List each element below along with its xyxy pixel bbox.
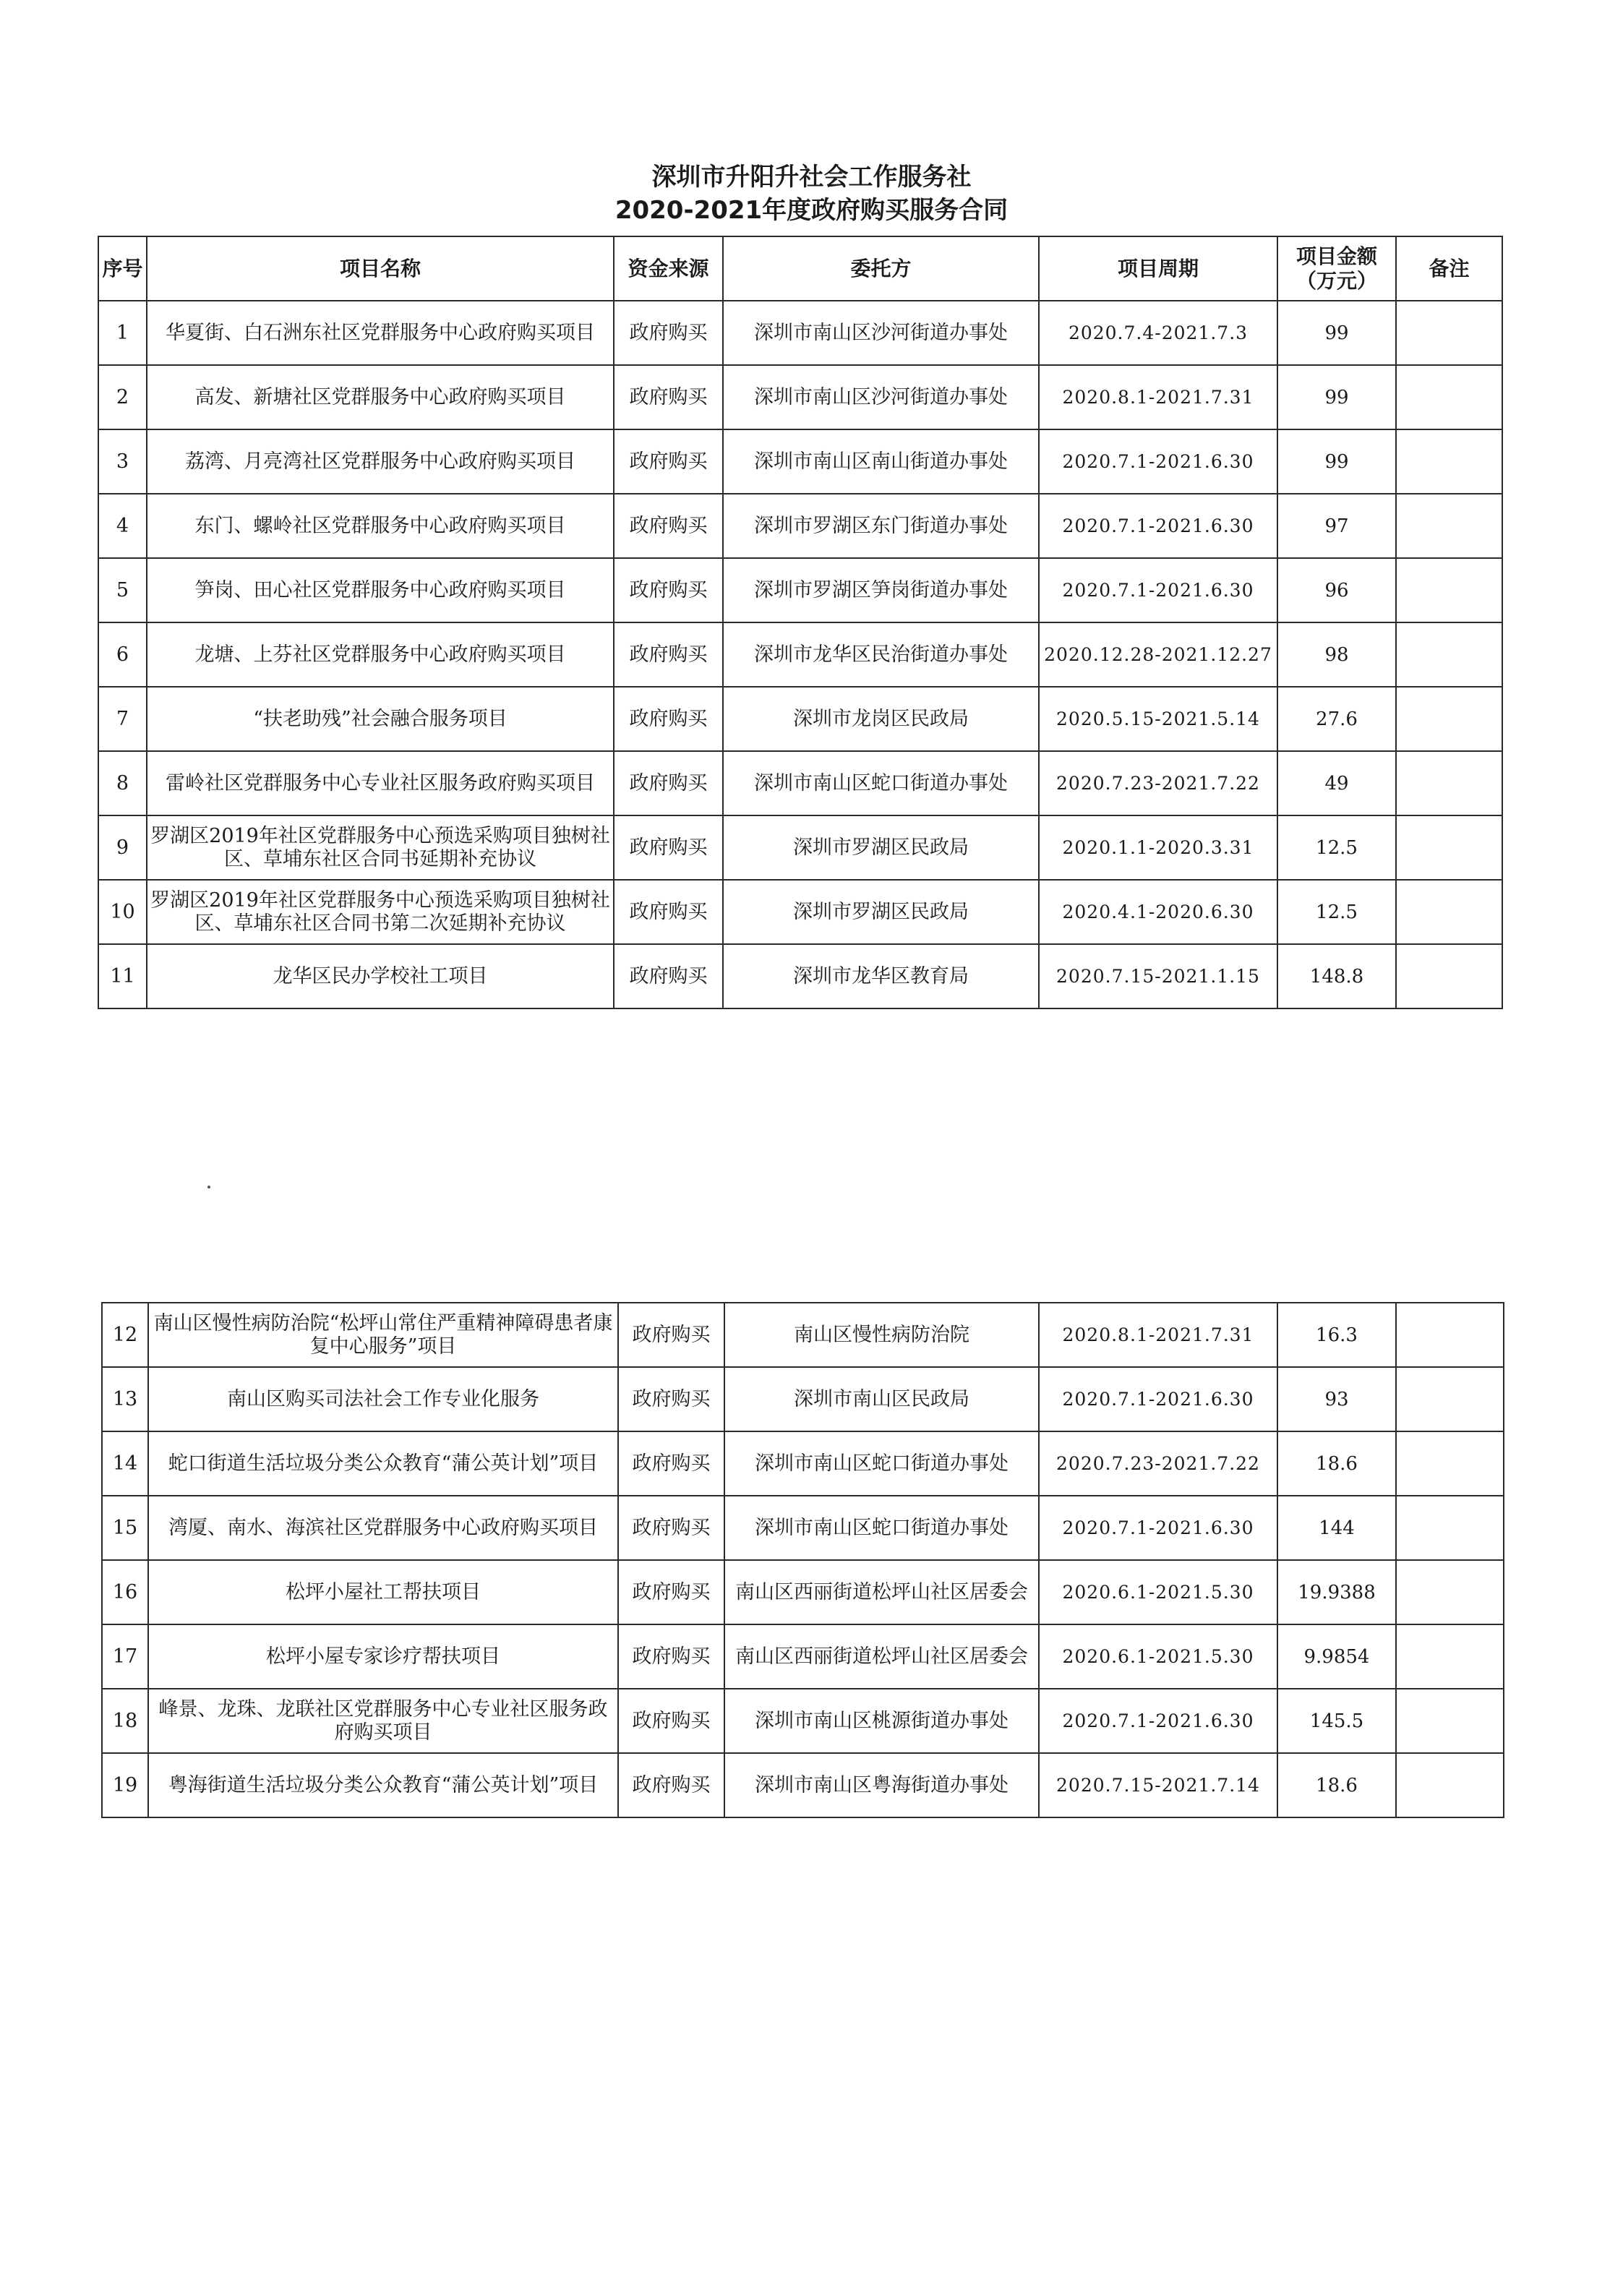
cell-no: 2 [98,365,147,429]
column-header-source: 资金来源 [614,236,723,301]
cell-fund-source: 政府购买 [618,1689,724,1753]
cell-remark [1396,365,1502,429]
column-header-period: 项目周期 [1039,236,1277,301]
cell-remark [1396,687,1502,751]
cell-project-name: 雷岭社区党群服务中心专业社区服务政府购买项目 [147,751,614,815]
cell-fund-source: 政府购买 [614,494,723,558]
cell-client: 深圳市龙岗区民政局 [723,687,1039,751]
cell-fund-source: 政府购买 [618,1367,724,1431]
table-row [98,687,1502,751]
cell-no: 16 [102,1560,148,1624]
cell-fund-source: 政府购买 [614,880,723,944]
cell-client: 深圳市南山区民政局 [724,1367,1039,1431]
cell-client: 深圳市龙华区民治街道办事处 [723,622,1039,687]
cell-fund-source: 政府购买 [614,558,723,622]
cell-period: 2020.7.23-2021.7.22 [1039,1431,1277,1496]
cell-remark [1396,1367,1504,1431]
cell-client: 南山区慢性病防治院 [724,1303,1039,1367]
cell-remark [1396,944,1502,1008]
cell-fund-source: 政府购买 [614,365,723,429]
table-row [102,1303,1504,1367]
cell-fund-source: 政府购买 [614,944,723,1008]
table-row [102,1753,1504,1817]
cell-client: 深圳市龙华区教育局 [723,944,1039,1008]
table-row [98,944,1502,1008]
cell-no: 12 [102,1303,148,1367]
cell-period: 2020.7.15-2021.7.14 [1039,1753,1277,1817]
cell-client: 深圳市罗湖区笋岗街道办事处 [723,558,1039,622]
cell-project-name: 粤海街道生活垃圾分类公众教育“蒲公英计划”项目 [148,1753,618,1817]
table-row [102,1431,1504,1496]
cell-remark [1396,1560,1504,1624]
cell-amount: 27.6 [1277,687,1396,751]
cell-project-name: “扶老助残”社会融合服务项目 [147,687,614,751]
document-subtitle: 2020-2021年度政府购买服务合同 [614,196,1009,225]
cell-project-name: 龙塘、上芬社区党群服务中心政府购买项目 [147,622,614,687]
cell-period: 2020.7.15-2021.1.15 [1039,944,1277,1008]
cell-project-name: 笋岗、田心社区党群服务中心政府购买项目 [147,558,614,622]
cell-remark [1396,1303,1504,1367]
cell-client: 深圳市南山区蛇口街道办事处 [723,751,1039,815]
cell-no: 8 [98,751,147,815]
document-title: 深圳市升阳升社会工作服务社 [651,163,972,192]
cell-remark [1396,1753,1504,1817]
cell-amount: 99 [1277,429,1396,494]
table-header-row [98,236,1502,301]
cell-period: 2020.7.1-2021.6.30 [1039,429,1277,494]
cell-period: 2020.7.4-2021.7.3 [1039,301,1277,365]
cell-period: 2020.1.1-2020.3.31 [1039,815,1277,880]
cell-project-name: 罗湖区2019年社区党群服务中心预选采购项目独树社区、草埔东社区合同书延期补充协议 [147,815,614,880]
table-row [98,880,1502,944]
contracts-table-part2 [101,1302,1504,1818]
cell-project-name: 峰景、龙珠、龙联社区党群服务中心专业社区服务政府购买项目 [148,1689,618,1753]
cell-client: 深圳市南山区沙河街道办事处 [723,301,1039,365]
cell-amount: 93 [1277,1367,1396,1431]
cell-remark [1396,494,1502,558]
cell-client: 深圳市南山区桃源街道办事处 [724,1689,1039,1753]
cell-amount: 18.6 [1277,1753,1396,1817]
cell-project-name: 南山区购买司法社会工作专业化服务 [148,1367,618,1431]
cell-fund-source: 政府购买 [618,1560,724,1624]
cell-client: 南山区西丽街道松坪山社区居委会 [724,1624,1039,1689]
table-row [98,494,1502,558]
cell-amount: 97 [1277,494,1396,558]
cell-fund-source: 政府购买 [618,1303,724,1367]
cell-no: 10 [98,880,147,944]
table-row [102,1496,1504,1560]
cell-amount: 19.9388 [1277,1560,1396,1624]
table-row [98,365,1502,429]
cell-remark [1396,1689,1504,1753]
cell-project-name: 松坪小屋社工帮扶项目 [148,1560,618,1624]
cell-client: 深圳市南山区沙河街道办事处 [723,365,1039,429]
cell-client: 南山区西丽街道松坪山社区居委会 [724,1560,1039,1624]
cell-no: 19 [102,1753,148,1817]
cell-project-name: 东门、螺岭社区党群服务中心政府购买项目 [147,494,614,558]
cell-remark [1396,1431,1504,1496]
cell-fund-source: 政府购买 [618,1431,724,1496]
column-header-remark: 备注 [1396,236,1502,301]
cell-amount: 98 [1277,622,1396,687]
table-row [98,301,1502,365]
cell-no: 3 [98,429,147,494]
cell-amount: 99 [1277,301,1396,365]
scan-speck [207,1186,210,1188]
cell-remark [1396,815,1502,880]
cell-period: 2020.5.15-2021.5.14 [1039,687,1277,751]
column-header-client: 委托方 [723,236,1039,301]
cell-remark [1396,429,1502,494]
cell-period: 2020.8.1-2021.7.31 [1039,1303,1277,1367]
cell-amount: 96 [1277,558,1396,622]
table-row [98,429,1502,494]
cell-project-name: 南山区慢性病防治院“松坪山常住严重精神障碍患者康复中心服务”项目 [148,1303,618,1367]
cell-amount: 145.5 [1277,1689,1396,1753]
cell-client: 深圳市罗湖区东门街道办事处 [723,494,1039,558]
cell-project-name: 罗湖区2019年社区党群服务中心预选采购项目独树社区、草埔东社区合同书第二次延期补充协议 [147,880,614,944]
cell-amount: 16.3 [1277,1303,1396,1367]
contracts-table-part1 [98,236,1503,1009]
cell-no: 15 [102,1496,148,1560]
cell-no: 1 [98,301,147,365]
cell-amount: 9.9854 [1277,1624,1396,1689]
cell-no: 6 [98,622,147,687]
cell-client: 深圳市南山区粤海街道办事处 [724,1753,1039,1817]
cell-project-name: 湾厦、南水、海滨社区党群服务中心政府购买项目 [148,1496,618,1560]
column-header-no: 序号 [98,236,147,301]
cell-fund-source: 政府购买 [618,1753,724,1817]
table-row [102,1367,1504,1431]
cell-no: 5 [98,558,147,622]
cell-fund-source: 政府购买 [614,429,723,494]
cell-remark [1396,558,1502,622]
cell-remark [1396,301,1502,365]
cell-period: 2020.6.1-2021.5.30 [1039,1560,1277,1624]
cell-period: 2020.6.1-2021.5.30 [1039,1624,1277,1689]
cell-fund-source: 政府购买 [614,622,723,687]
cell-no: 13 [102,1367,148,1431]
column-header-amount: 项目金额（万元） [1277,236,1396,301]
cell-project-name: 高发、新塘社区党群服务中心政府购买项目 [147,365,614,429]
cell-client: 深圳市罗湖区民政局 [723,815,1039,880]
cell-project-name: 华夏街、白石洲东社区党群服务中心政府购买项目 [147,301,614,365]
cell-period: 2020.7.1-2021.6.30 [1039,494,1277,558]
cell-client: 深圳市南山区蛇口街道办事处 [724,1431,1039,1496]
cell-amount: 148.8 [1277,944,1396,1008]
cell-project-name: 荔湾、月亮湾社区党群服务中心政府购买项目 [147,429,614,494]
cell-project-name: 龙华区民办学校社工项目 [147,944,614,1008]
cell-no: 11 [98,944,147,1008]
column-header-name: 项目名称 [147,236,614,301]
table-row [102,1624,1504,1689]
cell-remark [1396,880,1502,944]
table-row [98,558,1502,622]
cell-project-name: 松坪小屋专家诊疗帮扶项目 [148,1624,618,1689]
cell-no: 9 [98,815,147,880]
table-row [98,751,1502,815]
cell-amount: 144 [1277,1496,1396,1560]
cell-remark [1396,751,1502,815]
cell-remark [1396,622,1502,687]
table-row [98,622,1502,687]
cell-period: 2020.7.1-2021.6.30 [1039,1496,1277,1560]
cell-fund-source: 政府购买 [618,1624,724,1689]
cell-client: 深圳市南山区南山街道办事处 [723,429,1039,494]
cell-remark [1396,1624,1504,1689]
table-row [98,815,1502,880]
cell-remark [1396,1496,1504,1560]
cell-no: 18 [102,1689,148,1753]
cell-no: 17 [102,1624,148,1689]
cell-period: 2020.7.1-2021.6.30 [1039,1367,1277,1431]
cell-period: 2020.7.23-2021.7.22 [1039,751,1277,815]
cell-fund-source: 政府购买 [618,1496,724,1560]
cell-amount: 12.5 [1277,815,1396,880]
cell-no: 7 [98,687,147,751]
cell-client: 深圳市南山区蛇口街道办事处 [724,1496,1039,1560]
table-row [102,1689,1504,1753]
cell-amount: 49 [1277,751,1396,815]
cell-period: 2020.7.1-2021.6.30 [1039,1689,1277,1753]
cell-period: 2020.4.1-2020.6.30 [1039,880,1277,944]
cell-fund-source: 政府购买 [614,687,723,751]
cell-amount: 12.5 [1277,880,1396,944]
cell-amount: 99 [1277,365,1396,429]
cell-amount: 18.6 [1277,1431,1396,1496]
cell-fund-source: 政府购买 [614,815,723,880]
table-row [102,1560,1504,1624]
cell-no: 4 [98,494,147,558]
cell-period: 2020.7.1-2021.6.30 [1039,558,1277,622]
cell-no: 14 [102,1431,148,1496]
cell-project-name: 蛇口街道生活垃圾分类公众教育“蒲公英计划”项目 [148,1431,618,1496]
cell-period: 2020.8.1-2021.7.31 [1039,365,1277,429]
cell-fund-source: 政府购买 [614,751,723,815]
cell-period: 2020.12.28-2021.12.27 [1039,622,1277,687]
cell-fund-source: 政府购买 [614,301,723,365]
cell-client: 深圳市罗湖区民政局 [723,880,1039,944]
